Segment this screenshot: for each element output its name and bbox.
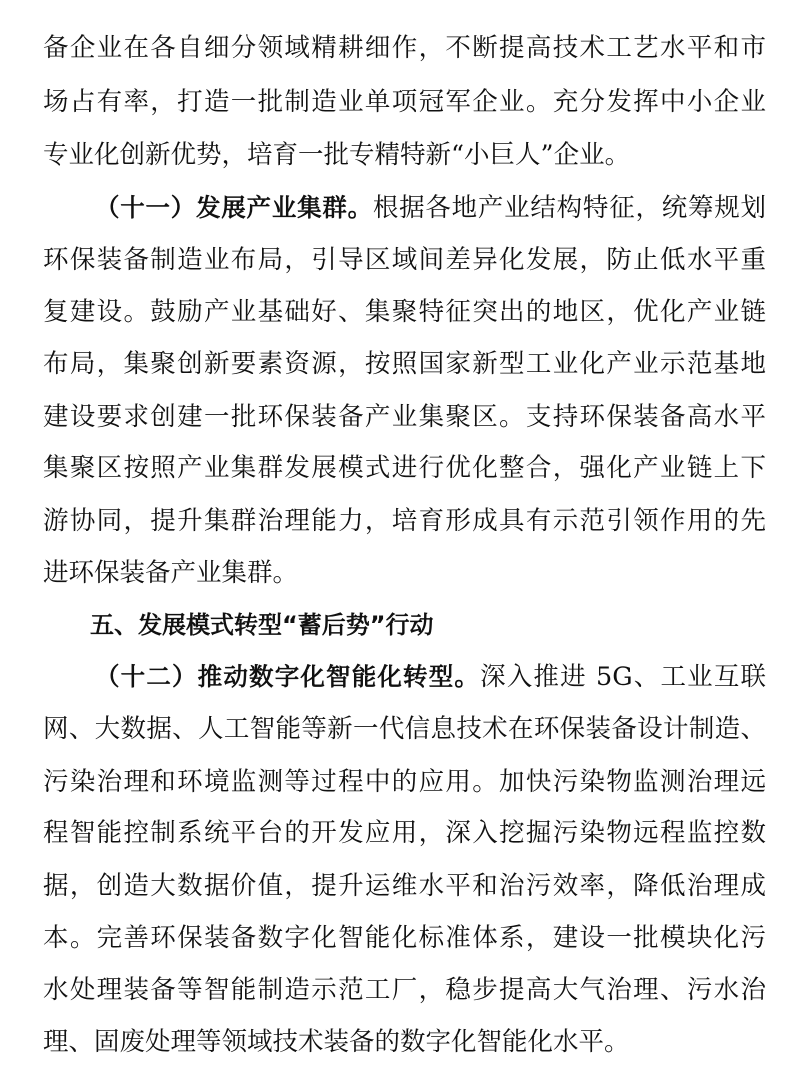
paragraph-lead-text: 深入推进 5G、工业互联 <box>480 662 766 692</box>
paragraph-first-line <box>95 188 766 228</box>
paragraph-line: 本。完善环保装备数字化智能化标准体系，建设一批模块化污 <box>43 923 766 953</box>
section-heading: 五、发展模式转型“蓄后势”行动 <box>90 611 434 639</box>
paragraph-line: 程智能控制系统平台的开发应用，深入挖掘污染物远程监控数 <box>43 818 766 848</box>
paragraph-line: 网、大数据、人工智能等新一代信息技术在环保装备设计制造、 <box>43 714 766 744</box>
paragraph-lead-text: 根据各地产业结构特征，统筹规划 <box>372 193 766 223</box>
paragraph-line: 布局，集聚创新要素资源，按照国家新型工业化产业示范基地 <box>43 349 766 379</box>
subsection-heading: （十一）发展产业集群。 <box>95 193 373 222</box>
paragraph-line: 游协同，提升集群治理能力，培育形成具有示范引领作用的先 <box>43 506 766 536</box>
paragraph-line: 环保装备制造业布局，引导区域间差异化发展，防止低水平重 <box>43 245 766 275</box>
paragraph-line: 建设要求创建一批环保装备产业集聚区。支持环保装备高水平 <box>43 402 766 432</box>
paragraph-line: 进环保装备产业集群。 <box>43 558 299 588</box>
paragraph-line: 专业化创新优势，培育一批专精特新“小巨人”企业。 <box>43 140 631 170</box>
paragraph-line: 水处理装备等智能制造示范工厂，稳步提高大气治理、污水治 <box>43 975 766 1005</box>
paragraph-line: 备企业在各自细分领域精耕细作，不断提高技术工艺水平和市 <box>43 33 766 63</box>
paragraph-line: 场占有率，打造一批制造业单项冠军企业。充分发挥中小企业 <box>43 87 766 117</box>
paragraph-first-line <box>95 657 766 697</box>
paragraph-line: 据，创造大数据价值，提升运维水平和治污效率，降低治理成 <box>43 871 766 901</box>
paragraph-line: 集聚区按照产业集群发展模式进行优化整合，强化产业链上下 <box>43 453 766 483</box>
paragraph-line: 污染治理和环境监测等过程中的应用。加快污染物监测治理远 <box>43 767 766 797</box>
paragraph-line: 复建设。鼓励产业基础好、集聚特征突出的地区，优化产业链 <box>43 297 766 327</box>
paragraph-line: 理、固废处理等领域技术装备的数字化智能化水平。 <box>43 1027 630 1057</box>
subsection-heading: （十二）推动数字化智能化转型。 <box>95 662 481 691</box>
